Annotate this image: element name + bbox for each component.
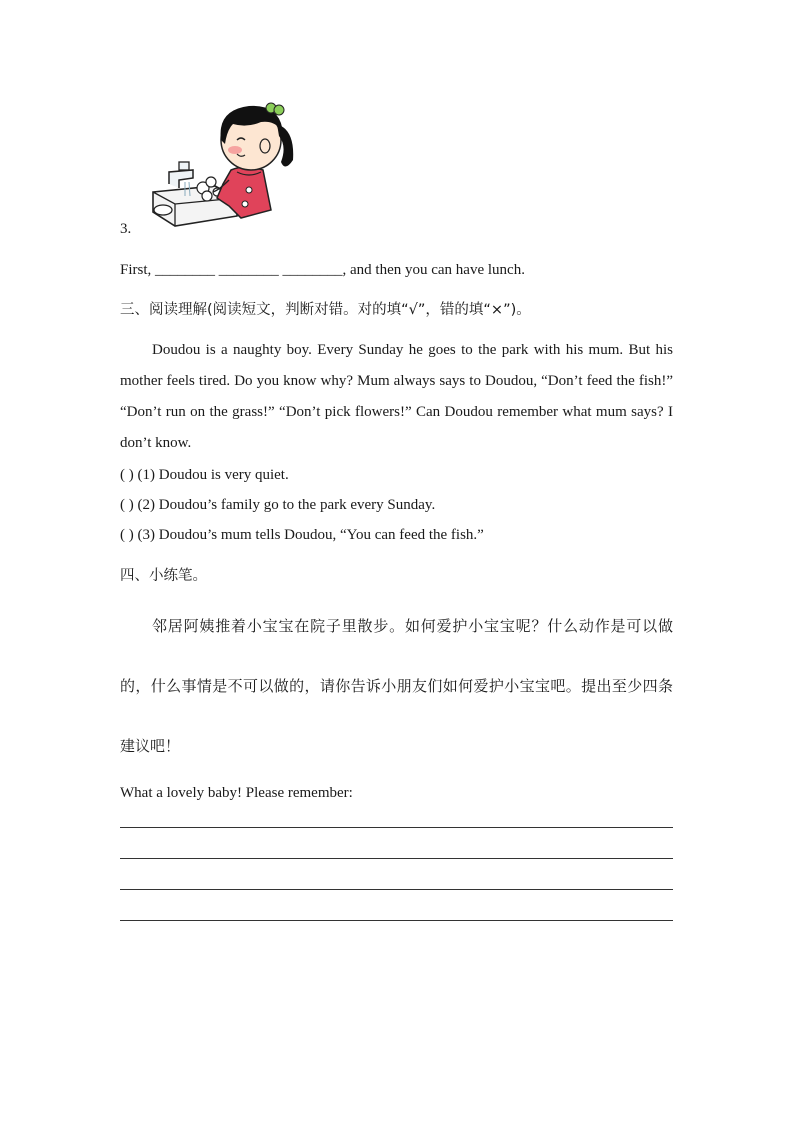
answer-line[interactable] bbox=[120, 920, 673, 921]
answer-line[interactable] bbox=[120, 889, 673, 890]
writing-prompt: 邻居阿姨推着小宝宝在院子里散步。如何爱护小宝宝呢？什么动作是可以做的，什么事情是不可以做的，请你告诉小朋友们如何爱护小宝宝吧。提出至少四条建议吧！ bbox=[120, 617, 673, 755]
fill-in-sentence: First, ________ ________ ________, and then you can have lunch. bbox=[120, 262, 525, 278]
answer-line[interactable] bbox=[120, 858, 673, 859]
answer-line[interactable] bbox=[120, 827, 673, 828]
section-heading-reading: 三、阅读理解(阅读短文，判断对错。对的填“√”，错的填“×”)。 bbox=[120, 302, 531, 318]
writing-starter: What a lovely baby! Please remember: bbox=[120, 785, 353, 801]
reading-passage: Doudou is a naughty boy. Every Sunday he goes to the park with his mum. But his mother feels tired. Do you know why? Mum always says to Doudou, “Don’t feed the fish!” “Don’t run on the grass!” “Don’t pick flowers!” Can Doudou remember what mum says? I don’t know. bbox=[120, 342, 673, 451]
question-2: ( ) (2) Doudou’s family go to the park every Sunday. bbox=[120, 497, 436, 513]
question-number: 3. bbox=[120, 221, 132, 237]
section-heading-writing: 四、小练笔。 bbox=[120, 568, 207, 584]
girl-washing-hands-illustration bbox=[145, 100, 305, 232]
question-1: ( ) (1) Doudou is very quiet. bbox=[120, 467, 289, 483]
question-3: ( ) (3) Doudou’s mum tells Doudou, “You can feed the fish.” bbox=[120, 527, 484, 543]
